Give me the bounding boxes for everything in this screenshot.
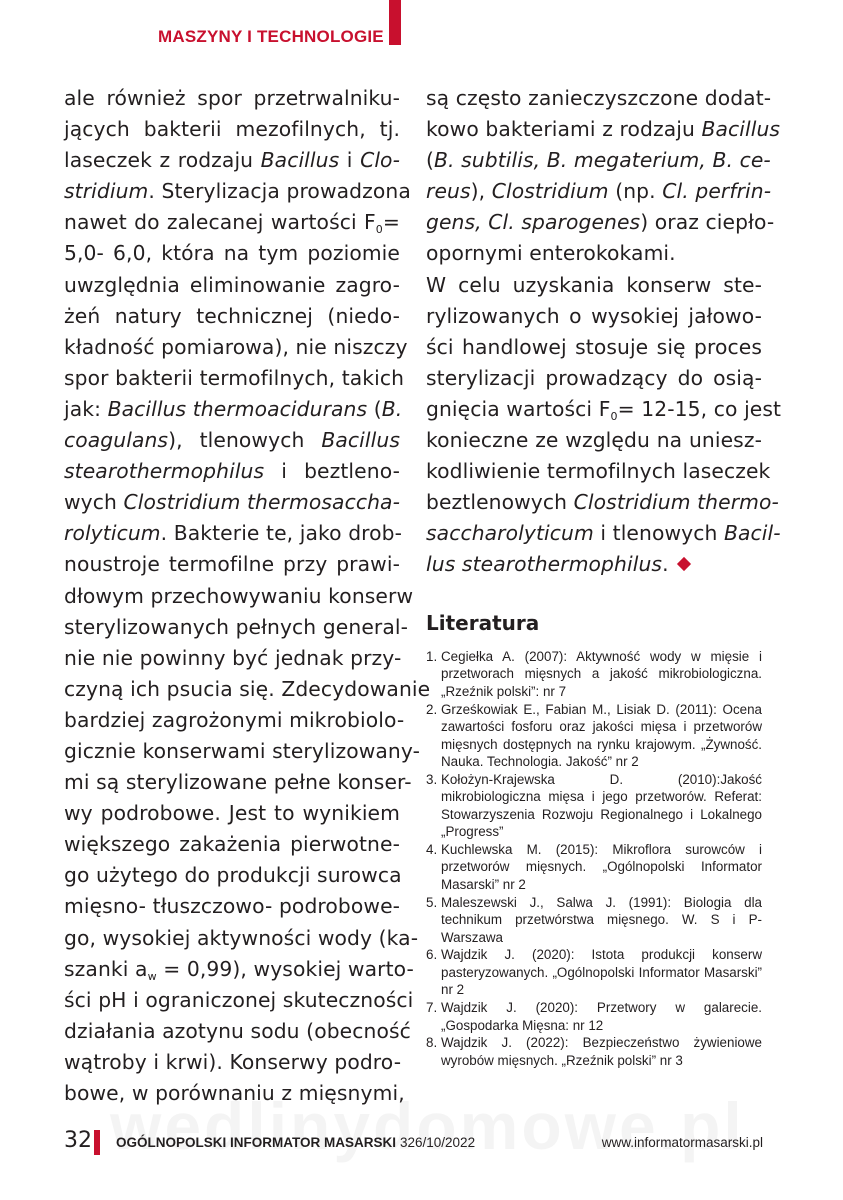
text-line: gens, Cl. sparogenes) oraz ciepło- xyxy=(426,210,775,235)
text-line: ale również spor przetrwalniku- xyxy=(64,86,400,110)
text-line: kładność pomiarowa), nie niszczy xyxy=(64,334,408,359)
text-line: sterylizowanych pełnych general- xyxy=(64,614,409,639)
reference-list xyxy=(426,648,762,1070)
article-column-left xyxy=(64,83,431,1109)
text-line: uwzględnia eliminowanie zagro- xyxy=(64,272,400,297)
text-line: noustroje termofilne przy prawi- xyxy=(64,552,400,577)
text-line: (B. subtilis, B. megaterium, B. ce- xyxy=(426,148,771,173)
text-line: wych Clostridium thermosaccha- xyxy=(64,490,400,515)
text-line: jących bakterii mezofilnych, tj. xyxy=(64,117,400,142)
text-line: rolyticum. Bakterie te, jako drob- xyxy=(64,521,403,546)
text-line: rylizowanych o wysokiej jałowo- xyxy=(426,303,762,328)
footer-accent-bar xyxy=(94,1130,100,1155)
text-line: większego zakażenia pierwotne- xyxy=(64,832,400,857)
text-line: gicznie konserwami sterylizowany- xyxy=(64,738,421,763)
text-line: czyną ich psucia się. Zdecydowanie xyxy=(64,676,431,701)
text-line: działania azotynu sodu (obecność xyxy=(64,1018,411,1043)
text-line: saccharolyticum i tlenowych Bacil- xyxy=(426,521,781,546)
text-line: beztlenowych Clostridium thermo- xyxy=(426,490,779,515)
section-title: MASZYNY I TECHNOLOGIE xyxy=(158,27,384,46)
text-line: bardziej zagrożonymi mikrobiolo- xyxy=(64,707,405,732)
text-line: 5,0- 6,0, która na tym poziomie xyxy=(64,241,400,266)
text-line: W celu uzyskania konserw ste- xyxy=(426,272,762,297)
text-line: stridium. Sterylizacja prowadzona xyxy=(64,179,411,204)
text-line: kodliwienie termofilnych laseczek xyxy=(426,459,771,484)
text-line: sterylizacji prowadzący do osią- xyxy=(426,365,762,390)
text-line: ści pH i ograniczonej skuteczności xyxy=(64,987,414,1012)
text-line: dłowym przechowywaniu konserw xyxy=(64,583,414,608)
text-line: coagulans), tlenowych Bacillus xyxy=(64,428,400,453)
text-line: lus stearothermophilus. xyxy=(426,549,762,580)
text-line: szanki $a_w = 0,99$), wysokiej warto- xyxy=(64,956,414,983)
text-line: spor bakterii termofilnych, takich xyxy=(64,365,405,390)
article-column-right xyxy=(426,83,782,581)
header-accent-bar xyxy=(389,0,401,45)
literature-heading: Literatura xyxy=(426,611,540,635)
text-line: są często zanieczyszczone dodat- xyxy=(426,86,772,110)
reference-item: 2. Grześkowiak E., Fabian M., Lisiak D. (2011): Ocena zawartości fosforu oraz jakości mięsa i przetworów mięsnych dostępnych na rynku krajowym. „Żywność. Nauka. Technologia. Jakość” nr 2 xyxy=(426,701,762,769)
reference-item: 8. Wajdzik J. (2022): Bezpieczeństwo żywieniowe wyrobów mięsnych. „Rzeźnik polski” nr 3 xyxy=(426,1035,762,1068)
text-line: żeń natury technicznej (niedo- xyxy=(64,303,400,328)
publication-name: OGÓLNOPOLSKI INFORMATOR MASARSKI xyxy=(116,1135,396,1150)
text-line: ści handlowej stosuje się proces xyxy=(426,334,762,359)
text-line: konieczne ze względu na uniesz- xyxy=(426,428,762,453)
text-line: stearothermophilus i beztleno- xyxy=(64,459,400,484)
reference-item: 5. Maleszewski J., Salwa J. (1991): Biologia dla technikum przetwórstwa mięsnego. W. S i P- Warszawa xyxy=(426,894,762,945)
reference-item: 6. Wajdzik J. (2020): Istota produkcji konserw pasteryzowanych. „Ogólnopolski Informator Masarski” nr 2 xyxy=(426,947,762,998)
text-line: mi są sterylizowane pełne konser- xyxy=(64,770,412,795)
text-line: nawet do zalecanej wartości $F_0=$ xyxy=(64,210,400,237)
page-number: 32 xyxy=(64,1128,92,1153)
text-line: wątroby i krwi). Konserwy podro- xyxy=(64,1049,402,1074)
text-line: bowe, w porównaniu z mięsnymi, xyxy=(64,1081,405,1105)
text-line: nie nie powinny być jednak przy- xyxy=(64,645,402,670)
reference-item: 1. Cegiełka A. (2007): Aktywność wody w mięsie i przetworach mięsnych a jakość mikrobiologiczna. „Rzeźnik polski”: nr 7 xyxy=(426,649,762,699)
reference-item: 4. Kuchlewska M. (2015): Mikroflora surowców i przetworów mięsnych. „Ogólnopolski Informator Masarski” nr 2 xyxy=(426,841,762,892)
text-line: reus), Clostridium (np. Cl. perfrin- xyxy=(426,179,772,204)
text-line: opornymi enterokokami. xyxy=(426,241,676,266)
website-url: www.informatormasarski.pl xyxy=(601,1135,763,1150)
text-line: kowo bakteriami z rodzaju Bacillus xyxy=(426,117,781,142)
issue-number: 326/10/2022 xyxy=(400,1135,476,1150)
watermark xyxy=(110,1088,745,1164)
reference-item: 7. Wajdzik J. (2020): Przetwory w galarecie. „Gospodarka Mięsna: nr 12 xyxy=(426,1000,762,1033)
text-line: jak: Bacillus thermoacidurans (B. xyxy=(64,396,403,421)
text-line: wy podrobowe. Jest to wynikiem xyxy=(64,801,400,826)
text-line: go użytego do produkcji surowca xyxy=(64,863,402,888)
end-mark-icon xyxy=(677,557,691,571)
text-line: laseczek z rodzaju Bacillus i Clo- xyxy=(64,148,400,173)
text-line: go, wysokiej aktywności wody (ka- xyxy=(64,925,419,950)
reference-item: 3. Kołożyn-Krajewska D. (2010):Jakość mikrobiologiczna mięsa i jego przetworów. Referat: Stowarzyszenia Rozwoju Regionalnego i Lokalnego „Progress” xyxy=(426,771,762,840)
text-line: gnięcia wartości $F_0= 12-15$, co jest xyxy=(426,396,782,423)
text-line: mięsno- tłuszczowo- podrobowe- xyxy=(64,894,401,919)
